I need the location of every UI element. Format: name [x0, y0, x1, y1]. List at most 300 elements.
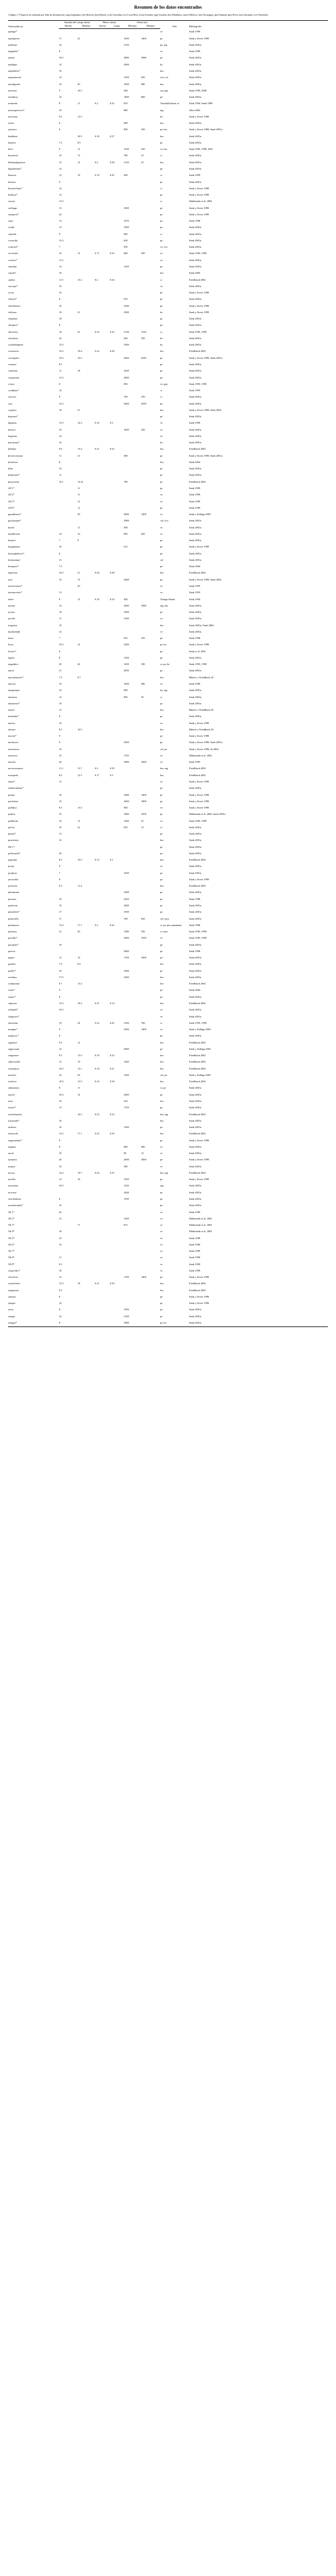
- alt-min-cell: [141, 733, 160, 740]
- bibliography-cell: Stark 2001a: [189, 611, 202, 614]
- egg-width-cell: [95, 955, 110, 961]
- egg-length-cell: [110, 1222, 124, 1229]
- female-cell: [77, 1183, 95, 1189]
- alt-max-cell: [124, 923, 141, 929]
- egg-length-cell: [110, 792, 124, 798]
- male-cell: 8: [59, 1145, 61, 1148]
- species-cell: chirquea*: [8, 324, 19, 327]
- egg-width-cell: [95, 707, 110, 714]
- female-cell: [77, 316, 95, 322]
- male-cell: 10: [59, 754, 62, 757]
- egg-length-cell: [110, 825, 124, 831]
- alt-min-cell: [141, 205, 160, 211]
- egg-length-cell: [110, 114, 124, 120]
- female-cell: [77, 648, 95, 655]
- male-cell: 21: [59, 1217, 62, 1220]
- country-cell: pe: [160, 304, 163, 307]
- female-cell: 20: [77, 513, 80, 516]
- female-cell: [77, 837, 95, 844]
- alt-min-cell: [141, 714, 160, 720]
- table-row: [8, 1294, 328, 1300]
- species-cell: yanasis: [8, 1295, 16, 1298]
- country-cell: pe, bo: [160, 1320, 189, 1327]
- egg-width-cell: [95, 655, 110, 662]
- female-cell: [77, 1248, 95, 1255]
- alt-min-cell: [141, 186, 160, 192]
- document-page: [8, 0, 328, 1327]
- egg-length-cell: [110, 557, 124, 564]
- alt-max-cell: 1450: [124, 1217, 129, 1220]
- male-cell: 16: [59, 336, 62, 340]
- alt-max-cell: [124, 883, 141, 890]
- species-cell: perticata: [8, 884, 17, 888]
- species-cell: pallidolia: [8, 819, 19, 822]
- egg-width-cell: [95, 107, 110, 113]
- species-cell: VE.1*: [8, 1210, 14, 1214]
- male-cell: [59, 492, 77, 498]
- egg-width-cell: [95, 290, 110, 296]
- male-cell: 10: [59, 1119, 62, 1122]
- female-cell: [77, 270, 95, 277]
- egg-length-cell: [110, 1027, 124, 1033]
- alt-min-cell: [141, 1098, 160, 1105]
- species-cell: bonselchiaue*: [8, 186, 23, 190]
- egg-width-cell: [95, 837, 110, 844]
- bibliography-cell: Stark 1999: [189, 506, 201, 509]
- alt-max-cell: 1530: [124, 148, 129, 151]
- header-egg: Huevo (mm): [95, 20, 124, 24]
- egg-length-cell: [110, 316, 124, 322]
- male-cell: 11: [59, 369, 62, 373]
- species-cell: platiceilla: [8, 917, 19, 920]
- male-cell: 10: [59, 578, 62, 581]
- egg-width-cell: [95, 727, 110, 733]
- table-row: [8, 1118, 328, 1125]
- bibliography-cell: Stark 1999: [189, 682, 201, 685]
- table-row: [8, 290, 328, 296]
- egg-width-cell: [95, 831, 110, 837]
- bibliography-cell: Stark 2001a: [189, 689, 202, 692]
- alt-min-cell: [141, 218, 160, 225]
- alt-min-cell: [141, 831, 160, 837]
- species-cell: aruea: [8, 122, 14, 125]
- species-cell: xingaucaii: [8, 1288, 19, 1292]
- bibliography-cell: Stark 1995, 1999: [189, 930, 207, 934]
- bibliography-cell: Stark 2001a: [189, 1184, 202, 1188]
- alt-min-cell: 1400: [141, 513, 146, 516]
- country-cell: bo, arg: [160, 689, 168, 692]
- egg-width-cell: [95, 1274, 110, 1281]
- egg-length-cell: [110, 831, 124, 837]
- bibliography-cell: Stark 2001a: [189, 226, 202, 229]
- country-cell: pe: [160, 969, 163, 972]
- bibliography-cell: Maldonado et al. 2002: [189, 754, 212, 757]
- male-cell: 10: [59, 904, 62, 907]
- bibliography-cell: Stark 2001a: [189, 975, 202, 979]
- table-row: [8, 1222, 328, 1229]
- male-cell: 9.7: [59, 982, 62, 986]
- species-cell: GF.3*: [8, 499, 14, 503]
- egg-width-cell: [95, 440, 110, 446]
- female-cell: [77, 1125, 95, 1131]
- female-cell: [77, 388, 95, 394]
- male-cell: 10.5: [59, 1008, 64, 1012]
- bibliography-cell: Stark y Sivrer 1998: [189, 206, 209, 210]
- egg-width-cell: [95, 714, 110, 720]
- egg-length-cell: [110, 199, 124, 205]
- species-cell: GF.1*: [8, 487, 14, 490]
- alt-min-cell: 2030: [141, 356, 146, 359]
- female-cell: [77, 42, 95, 49]
- male-cell: 13.5: [59, 238, 64, 242]
- egg-length-cell: [110, 577, 124, 583]
- male-cell: 9: [59, 89, 61, 92]
- alt-min-cell: [141, 674, 160, 681]
- egg-width-cell: [95, 453, 110, 459]
- egg-length-cell: 0.42: [110, 923, 115, 927]
- alt-min-cell: [141, 101, 160, 107]
- egg-length-cell: [110, 512, 124, 518]
- alt-min-cell: [141, 909, 160, 916]
- species-cell: ligaea: [8, 656, 14, 659]
- alt-min-cell: [141, 1085, 160, 1092]
- bibliography-cell: Stark 2004: [189, 988, 201, 992]
- egg-length-cell: [110, 505, 124, 512]
- header-min: Mínimo: [141, 24, 160, 28]
- alt-min-cell: [141, 62, 160, 68]
- species-cell: squadori: [8, 1041, 17, 1044]
- country-cell: ve: [160, 1210, 163, 1214]
- egg-width-cell: 0.22: [95, 350, 99, 353]
- alt-max-cell: [124, 414, 141, 420]
- species-cell: tracianda*: [8, 1119, 20, 1122]
- table-row: [8, 75, 328, 81]
- male-cell: 13.5: [59, 343, 64, 347]
- alt-min-cell: 390: [141, 663, 145, 666]
- egg-length-cell: 0.39: [110, 1282, 115, 1285]
- species-cell: dayanea*: [8, 415, 19, 418]
- species-cell: caceae: [8, 200, 16, 203]
- female-cell: 18.4: [77, 350, 82, 353]
- species-cell: tucumana: [8, 1184, 19, 1188]
- egg-width-cell: 0.16: [95, 597, 99, 601]
- alt-max-cell: [124, 192, 141, 199]
- male-cell: 10: [59, 467, 62, 471]
- bibliography-cell: Stark 2001a: [189, 63, 202, 66]
- alt-max-cell: [124, 538, 141, 544]
- bibliography-cell: Stark 2001a: [189, 343, 202, 347]
- female-cell: [77, 942, 95, 948]
- female-cell: [77, 733, 95, 740]
- alt-max-cell: 1670: [124, 219, 129, 223]
- country-cell: ve: [160, 30, 163, 34]
- species-cell: pauna*: [8, 832, 16, 836]
- alt-min-cell: [141, 896, 160, 903]
- egg-length-cell: [110, 290, 124, 296]
- country-cell: pe: [160, 1138, 163, 1142]
- male-cell: 12: [59, 174, 62, 177]
- country-cell: pe: [160, 611, 163, 614]
- male-cell: 7.5: [59, 565, 62, 568]
- male-cell: 20: [59, 663, 62, 666]
- alt-max-cell: 2100: [124, 1314, 129, 1318]
- alt-max-cell: 380: [124, 454, 128, 457]
- table-row: [8, 1314, 328, 1320]
- table-row: [8, 1079, 328, 1085]
- male-cell: 10: [59, 943, 62, 946]
- egg-length-cell: [110, 1137, 124, 1144]
- country-cell: col, ecu: [160, 519, 168, 523]
- alt-max-cell: 1400: [124, 95, 129, 99]
- egg-width-cell: [95, 1085, 110, 1092]
- country-cell: pe: [160, 1158, 163, 1162]
- bibliography-cell: Stark 2001a: [189, 917, 202, 920]
- female-cell: 15: [77, 499, 80, 503]
- male-cell: 12: [59, 1276, 62, 1279]
- egg-length-cell: 0.21: [110, 1067, 115, 1070]
- alt-min-cell: [141, 863, 160, 870]
- country-cell: pe: [160, 369, 163, 373]
- egg-width-cell: [95, 785, 110, 792]
- species-cell: flintarium*: [8, 473, 20, 477]
- female-cell: [77, 466, 95, 472]
- bibliography-cell: Friedlback 2002: [189, 1067, 206, 1070]
- species-cell: conasae: [8, 362, 17, 366]
- bibliography-cell: Stark y Sivrer 1998: [189, 1295, 209, 1298]
- species-cell: planobela*: [8, 910, 20, 914]
- alt-max-cell: 2000: [124, 376, 129, 379]
- egg-length-cell: [110, 166, 124, 172]
- species-cell: VE.6*: [8, 1243, 14, 1246]
- table-row: [8, 538, 328, 544]
- alt-max-cell: 300: [124, 1164, 128, 1168]
- male-cell: 10.5: [59, 643, 64, 646]
- alt-min-cell: [141, 1209, 160, 1215]
- alt-max-cell: 810: [124, 825, 128, 829]
- egg-length-cell: [110, 1092, 124, 1098]
- bibliography-cell: Stark y Sivrer 1998: [189, 310, 209, 314]
- species-cell: sleganuei*: [8, 1015, 20, 1018]
- alt-max-cell: 1450: [124, 663, 129, 666]
- female-cell: [77, 707, 95, 714]
- country-cell: bra: [160, 571, 164, 575]
- alt-min-cell: [141, 420, 160, 427]
- country-cell: ve: [160, 754, 163, 757]
- female-cell: [77, 1163, 95, 1170]
- female-cell: [77, 1144, 95, 1151]
- alt-min-cell: 350: [141, 336, 145, 340]
- table-row: [8, 329, 328, 335]
- male-cell: 13.5: [59, 421, 64, 425]
- table-row: [8, 212, 328, 218]
- country-cell: pe: [160, 897, 163, 901]
- alt-min-cell: [141, 740, 160, 746]
- egg-width-cell: [95, 179, 110, 185]
- female-cell: [77, 935, 95, 942]
- alt-max-cell: [124, 505, 141, 512]
- bibliography-cell: Stark 2001a, Stark 2004: [189, 623, 214, 627]
- alt-min-cell: 1600: [141, 956, 146, 960]
- bibliography-cell: Stark 1995: [189, 591, 201, 594]
- egg-width-cell: [95, 590, 110, 596]
- egg-width-cell: [95, 557, 110, 564]
- egg-width-cell: 0.17: [95, 773, 99, 777]
- bibliography-cell: Stark y Sivrer 1998: [189, 877, 209, 881]
- bibliography-cell: Stark 2004: [189, 271, 201, 275]
- table-row: [8, 342, 328, 348]
- alt-max-cell: 900: [124, 128, 128, 131]
- country-cell: ve: [160, 526, 163, 529]
- bibliography-cell: Stark y Sivrer 1998: [189, 799, 209, 803]
- bibliography-cell: Stark 2001a: [189, 402, 202, 405]
- egg-width-cell: [95, 127, 110, 133]
- country-cell: bra: [160, 271, 164, 275]
- alt-max-cell: 2500: [124, 741, 129, 744]
- egg-length-cell: 0.35: [110, 1171, 115, 1174]
- species-cell: viiechicia: [8, 1276, 19, 1279]
- egg-width-cell: [95, 407, 110, 414]
- egg-width-cell: [95, 355, 110, 361]
- country-cell: bo: [160, 343, 163, 347]
- alt-max-cell: 810: [124, 297, 128, 301]
- alt-min-cell: 650: [141, 532, 145, 535]
- alt-min-cell: 25: [141, 160, 144, 164]
- egg-width-cell: [95, 427, 110, 433]
- male-cell: 8.5: [59, 362, 62, 366]
- male-cell: 8: [59, 460, 61, 464]
- alt-min-cell: [141, 316, 160, 322]
- alt-min-cell: [141, 609, 160, 616]
- country-cell: pe: [160, 949, 163, 953]
- egg-length-cell: [110, 603, 124, 609]
- table-row: [8, 792, 328, 798]
- bibliography-cell: Friedlback 2002: [189, 1132, 206, 1136]
- alt-min-cell: [141, 244, 160, 251]
- table-row: [8, 453, 328, 459]
- table-row: [8, 603, 328, 609]
- country-cell: arg: [160, 1184, 164, 1188]
- alt-min-cell: 480: [141, 682, 145, 685]
- table-body: [8, 29, 328, 1327]
- country-cell: ve: [160, 532, 163, 535]
- species-cell: salamanca: [8, 1086, 20, 1090]
- alt-min-cell: [141, 49, 160, 55]
- species-cell: armanda: [8, 102, 17, 105]
- species-cell: cantulae: [8, 264, 17, 268]
- egg-width-cell: [95, 544, 110, 550]
- egg-length-cell: 0.28: [110, 160, 115, 164]
- alt-min-cell: [141, 1065, 160, 1072]
- bibliography-cell: Stark y Sivrer 1998, Stark 2001a: [189, 741, 223, 744]
- egg-length-cell: [110, 740, 124, 746]
- country-cell: bra: [160, 1080, 164, 1083]
- bibliography-cell: Stark y Sivrer 1998: [189, 806, 209, 810]
- bibliography-cell: Stark 2001a: [189, 434, 202, 438]
- alt-max-cell: 2200: [124, 1028, 129, 1031]
- country-cell: pe: [160, 649, 163, 653]
- male-cell: [59, 1222, 77, 1229]
- species-cell: chiedinoeiis: [8, 304, 21, 307]
- country-cell: bra: [160, 82, 164, 86]
- egg-width-cell: [95, 538, 110, 544]
- male-cell: 10.5: [59, 1080, 64, 1083]
- alt-min-cell: [141, 746, 160, 752]
- country-cell: bra: [160, 1119, 164, 1122]
- egg-width-cell: [95, 466, 110, 472]
- table-row: [8, 205, 328, 211]
- alt-min-cell: 800: [141, 95, 145, 99]
- egg-length-cell: [110, 753, 124, 759]
- country-cell: ve: [160, 493, 163, 497]
- alt-max-cell: 1250: [124, 76, 129, 79]
- bibliography-cell: Stark 2001a: [189, 943, 202, 946]
- egg-length-cell: 0.32: [110, 1054, 115, 1057]
- bibliography-cell: Stark y Sivrer 1998, Stark 2001a: [189, 128, 223, 131]
- table-row: [8, 616, 328, 622]
- egg-width-cell: [95, 668, 110, 674]
- egg-length-cell: [110, 1189, 124, 1196]
- female-cell: 17.1: [77, 923, 82, 927]
- egg-length-cell: [110, 192, 124, 199]
- female-cell: [77, 192, 95, 199]
- male-cell: 20: [59, 851, 62, 855]
- female-cell: [77, 290, 95, 296]
- egg-length-cell: [110, 368, 124, 374]
- alt-min-cell: [141, 753, 160, 759]
- bibliography-cell: Stark y Sivrer 1998: [189, 291, 209, 295]
- alt-max-cell: 90: [124, 1152, 127, 1155]
- male-cell: 9: [59, 741, 61, 744]
- alt-max-cell: [124, 348, 141, 355]
- alt-min-cell: [141, 303, 160, 309]
- alt-max-cell: 1550: [124, 1197, 129, 1200]
- table-row: [8, 440, 328, 446]
- alt-min-cell: [141, 1307, 160, 1313]
- country-cell: pe: [160, 656, 163, 659]
- alt-max-cell: 1400: [124, 819, 129, 822]
- egg-length-cell: [110, 127, 124, 133]
- female-cell: [77, 949, 95, 955]
- country-cell: bra: [160, 1099, 164, 1103]
- egg-width-cell: [95, 883, 110, 890]
- country-cell: ve: [160, 284, 163, 288]
- male-cell: 9.5: [59, 884, 62, 888]
- header-male: Macho: [59, 24, 77, 28]
- alt-min-cell: [141, 1137, 160, 1144]
- alt-min-cell: [141, 68, 160, 75]
- table-row: [8, 1125, 328, 1131]
- species-cell: javana: [8, 604, 15, 607]
- table-row: [8, 733, 328, 740]
- male-cell: 7.5: [59, 962, 62, 966]
- bibliography-cell: Stark 2001a: [189, 865, 202, 868]
- egg-width-cell: 0.13: [95, 858, 99, 862]
- male-cell: 10: [59, 689, 62, 692]
- female-cell: 14: [77, 1093, 80, 1096]
- alt-min-cell: [141, 1196, 160, 1203]
- bibliography-cell: Stark 1998: [189, 923, 201, 927]
- table-row: [8, 831, 328, 837]
- female-cell: [77, 296, 95, 303]
- alt-max-cell: [124, 322, 141, 329]
- alt-min-cell: [141, 498, 160, 505]
- country-cell: pe: [160, 1190, 163, 1194]
- female-cell: [77, 440, 95, 446]
- bibliography-cell: Ribeiro y Friedlback 20: [189, 675, 213, 679]
- country-cell: pe: [160, 180, 163, 183]
- egg-width-cell: [95, 212, 110, 218]
- egg-width-cell: [95, 811, 110, 818]
